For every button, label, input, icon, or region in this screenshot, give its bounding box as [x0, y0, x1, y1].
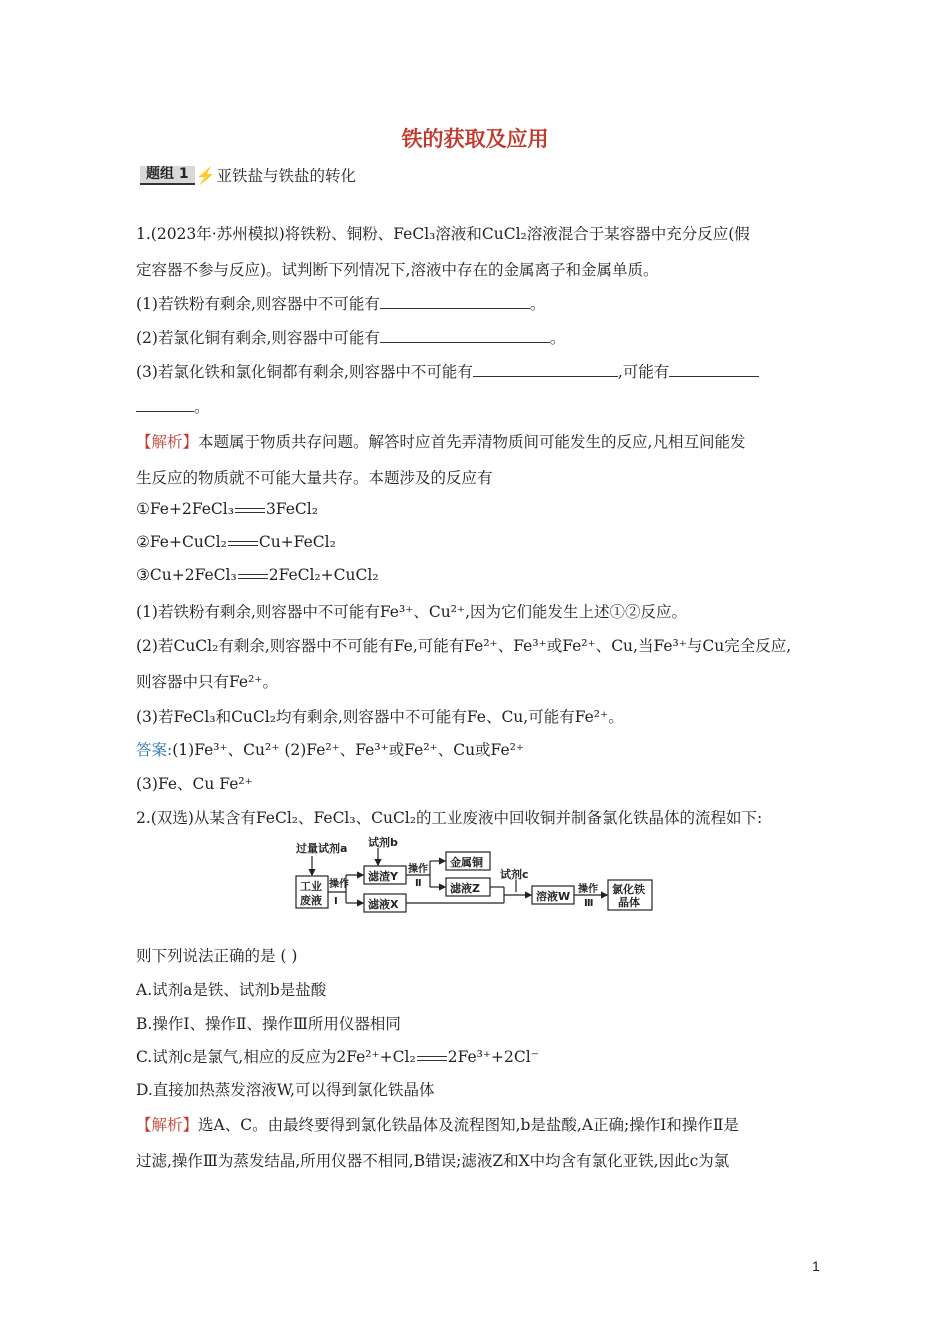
punct: 。 [194, 398, 210, 416]
q1-part-3-text-b: ,可能有 [617, 363, 670, 381]
operation-1-numeral: Ⅰ [334, 896, 338, 907]
operation-2-label: 操作 [408, 864, 428, 875]
filter-residue-y: 滤渣Y [368, 870, 398, 883]
operation-3-numeral: Ⅲ [584, 898, 594, 909]
waste-box-line-2: 废液 [300, 894, 322, 907]
answer-blank[interactable] [380, 329, 550, 343]
analysis-1-line-1 [136, 430, 745, 452]
q2-stem: 2.(双选)从某含有FeCl₂、FeCl₃、CuCl₂的工业废液中回收铜并制备氯化铁晶体的流程如下: [136, 809, 763, 827]
filtrate-x: 滤液X [368, 898, 399, 911]
q1-part-2-text: (2)若氯化铜有剩余,则容器中可能有 [136, 329, 380, 347]
analysis-2-line-2: 过滤,操作Ⅲ为蒸发结晶,所用仪器不相同,B错误;滤液Z和X中均含有氯化亚铁,因此c为氯 [136, 1152, 730, 1170]
answer-text: (1)Fe³⁺、Cu²⁺ (2)Fe²⁺、Fe³⁺或Fe²⁺、Cu或Fe²⁺ [172, 741, 525, 759]
reaction-rhs: Cu+FeCl₂ [258, 533, 336, 551]
reagent-c-label: 试剂c [500, 868, 529, 881]
answer-blank[interactable] [669, 363, 759, 377]
explanation-2: (2)若CuCl₂有剩余,则容器中不可能有Fe,可能有Fe²⁺、Fe³⁺或Fe²⁺、Cu,当Fe³⁺与Cu完全反应, [136, 637, 792, 655]
metal-copper: 金属铜 [450, 856, 483, 869]
lightning-icon: ⚡ [195, 165, 216, 185]
group-title: 亚铁盐与铁盐的转化 [216, 167, 357, 185]
waste-box-line-1: 工业 [300, 880, 322, 893]
equals-sign [238, 574, 268, 579]
analysis-text: 选A、C。由最终要得到氯化铁晶体及流程图知,b是盐酸,A正确;操作Ⅰ和操作Ⅱ是 [198, 1116, 739, 1134]
flow-diagram [290, 834, 670, 916]
q1-part-1-text: (1)若铁粉有剩余,则容器中不可能有 [136, 295, 380, 313]
page-number: 1 [812, 1258, 820, 1274]
punct: 。 [529, 295, 546, 313]
analysis-tag: 【解析】 [136, 433, 199, 451]
q1-line-1: 1.(2023年·苏州模拟)将铁粉、铜粉、FeCl₃溶液和CuCl₂溶液混合于某容器中充分反应(假 [136, 225, 750, 243]
equals-sign [235, 508, 265, 513]
group-badge: 题组 1 [140, 166, 195, 185]
reaction-3 [136, 566, 379, 584]
q1-part-3 [136, 360, 759, 382]
answer-blank[interactable] [380, 295, 530, 309]
q2-ask: 则下列说法正确的是 ( ) [136, 947, 298, 965]
punct: 。 [549, 329, 566, 347]
reaction-lhs: ③Cu+2FeCl₃ [136, 566, 237, 584]
filtrate-z: 滤液Z [450, 882, 480, 895]
page-title: 铁的获取及应用 [401, 127, 549, 151]
analysis-1-line-2: 生反应的物质就不可能大量共存。本题涉及的反应有 [136, 469, 493, 487]
option-c-lhs: C.试剂c是氯气,相应的反应为2Fe²⁺+Cl₂ [136, 1048, 416, 1066]
answer-blank[interactable] [136, 398, 194, 412]
option-c-rhs: 2Fe³⁺+2Cl⁻ [447, 1048, 539, 1066]
option-c [136, 1045, 539, 1067]
reaction-2 [136, 533, 336, 551]
analysis-2-line-1 [136, 1113, 739, 1135]
product-line-1: 氯化铁 [612, 883, 645, 896]
explanation-2b: 则容器中只有Fe²⁺。 [136, 673, 278, 691]
solution-w: 溶液W [536, 890, 571, 903]
analysis-tag: 【解析】 [136, 1116, 199, 1134]
explanation-1: (1)若铁粉有剩余,则容器中不可能有Fe³⁺、Cu²⁺,因为它们能发生上述①②反应。 [136, 603, 688, 621]
analysis-text: 本题属于物质共存问题。解答时应首先弄清物质间可能发生的反应,凡相互间能发 [198, 433, 746, 451]
equals-sign [417, 1056, 447, 1061]
reaction-rhs: 2FeCl₂+CuCl₂ [268, 566, 379, 584]
q1-part-1 [136, 292, 545, 314]
option-a: A.试剂a是铁、试剂b是盐酸 [136, 981, 327, 999]
reaction-rhs: 3FeCl₂ [265, 500, 318, 518]
answer-1 [136, 738, 524, 760]
reagent-a-label: 过量试剂a [296, 842, 348, 855]
option-d: D.直接加热蒸发溶液W,可以得到氯化铁晶体 [136, 1081, 435, 1099]
q1-part-2 [136, 326, 565, 348]
q1-part-3-text: (3)若氯化铁和氯化铜都有剩余,则容器中不可能有 [136, 363, 473, 381]
answer-blank[interactable] [473, 363, 618, 377]
operation-2-numeral: Ⅱ [415, 878, 422, 889]
explanation-3: (3)若FeCl₃和CuCl₂均有剩余,则容器中不可能有Fe、Cu,可能有Fe²⁺。 [136, 708, 624, 726]
operation-1-label: 操作 [329, 879, 349, 890]
answer-2: (3)Fe、Cu Fe²⁺ [136, 775, 253, 793]
q1-line-2: 定容器不参与反应)。试判断下列情况下,溶液中存在的金属离子和金属单质。 [136, 261, 659, 279]
answer-tag: 答案: [136, 741, 173, 759]
reaction-lhs: ②Fe+CuCl₂ [136, 533, 227, 551]
q1-part-3-cont [136, 395, 210, 417]
product-line-2: 晶体 [618, 896, 640, 909]
operation-3-label: 操作 [578, 884, 598, 895]
reagent-b-label: 试剂b [368, 836, 398, 849]
reaction-1 [136, 500, 318, 518]
equals-sign [228, 541, 258, 546]
option-b: B.操作Ⅰ、操作Ⅱ、操作Ⅲ所用仪器相同 [136, 1015, 401, 1033]
section-header [140, 164, 356, 186]
reaction-lhs: ①Fe+2FeCl₃ [136, 500, 234, 518]
